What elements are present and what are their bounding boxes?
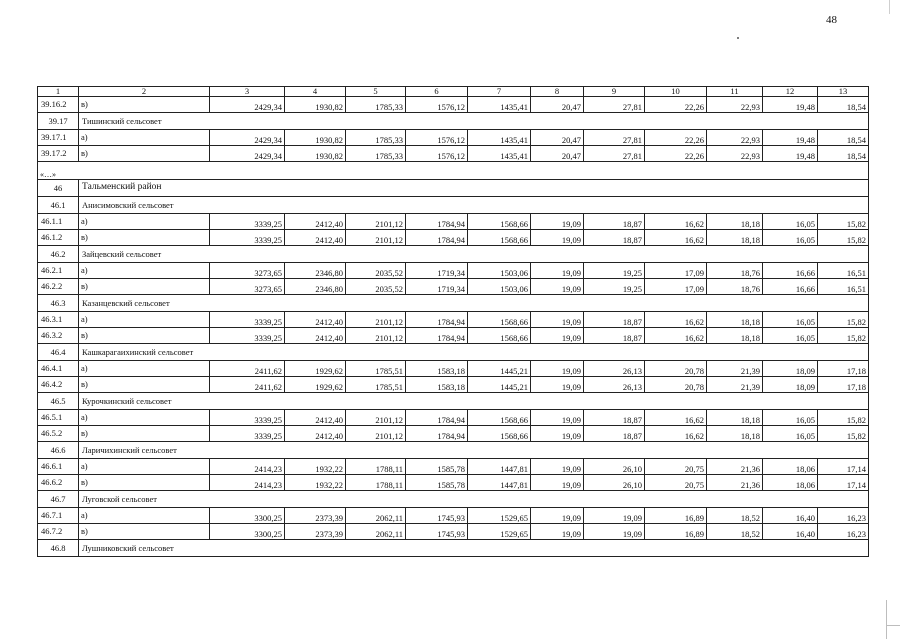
column-header-5: 5 <box>346 87 406 97</box>
value-cell: 27,81 <box>584 130 645 146</box>
column-header-1: 1 <box>38 87 79 97</box>
value-cell: 16,62 <box>645 410 707 426</box>
value-cell: 19,48 <box>763 130 818 146</box>
row-label: а) <box>79 410 210 426</box>
section-code: 46.4 <box>38 344 79 361</box>
row-code: 46.6.2 <box>38 475 79 491</box>
value-cell: 1785,33 <box>346 97 406 113</box>
section-row <box>38 113 869 130</box>
row-label: в) <box>79 475 210 491</box>
value-cell: 2062,11 <box>346 524 406 540</box>
value-cell: 1529,65 <box>468 508 531 524</box>
section-row <box>38 393 869 410</box>
value-cell: 2101,12 <box>346 328 406 344</box>
value-cell: 17,09 <box>645 279 707 295</box>
row-label: в) <box>79 146 210 162</box>
row-label: в) <box>79 377 210 393</box>
value-cell: 1576,12 <box>406 130 468 146</box>
value-cell: 19,09 <box>531 361 584 377</box>
data-row <box>38 377 869 393</box>
row-code: 39.16.2 <box>38 97 79 113</box>
data-row <box>38 312 869 328</box>
value-cell: 16,62 <box>645 426 707 442</box>
value-cell: 3300,25 <box>210 524 285 540</box>
row-label: а) <box>79 459 210 475</box>
value-cell: 2101,12 <box>346 230 406 246</box>
value-cell: 19,09 <box>531 475 584 491</box>
value-cell: 26,10 <box>584 475 645 491</box>
value-cell: 3339,25 <box>210 328 285 344</box>
row-label: в) <box>79 328 210 344</box>
value-cell: 1930,82 <box>285 97 346 113</box>
value-cell: 2101,12 <box>346 214 406 230</box>
column-header-9: 9 <box>584 87 645 97</box>
data-row <box>38 328 869 344</box>
value-cell: 1788,11 <box>346 475 406 491</box>
value-cell: 3339,25 <box>210 426 285 442</box>
tariff-table <box>37 86 869 557</box>
data-row <box>38 508 869 524</box>
value-cell: 15,82 <box>818 410 869 426</box>
value-cell: 19,09 <box>531 377 584 393</box>
column-header-6: 6 <box>406 87 468 97</box>
value-cell: 1447,81 <box>468 459 531 475</box>
column-header-2: 2 <box>79 87 210 97</box>
data-row <box>38 524 869 540</box>
omission-row <box>38 162 869 180</box>
value-cell: 20,47 <box>531 146 584 162</box>
value-cell: 16,05 <box>763 230 818 246</box>
value-cell: 18,54 <box>818 146 869 162</box>
value-cell: 18,18 <box>707 426 763 442</box>
value-cell: 1568,66 <box>468 328 531 344</box>
value-cell: 2412,40 <box>285 426 346 442</box>
value-cell: 1503,06 <box>468 263 531 279</box>
value-cell: 15,82 <box>818 328 869 344</box>
section-name: Зайцевский сельсовет <box>79 246 869 263</box>
value-cell: 2429,34 <box>210 130 285 146</box>
value-cell: 18,87 <box>584 214 645 230</box>
value-cell: 1929,62 <box>285 377 346 393</box>
data-row <box>38 459 869 475</box>
value-cell: 15,82 <box>818 426 869 442</box>
section-row <box>38 197 869 214</box>
value-cell: 1785,51 <box>346 377 406 393</box>
value-cell: 22,93 <box>707 146 763 162</box>
value-cell: 2346,80 <box>285 279 346 295</box>
value-cell: 2411,62 <box>210 361 285 377</box>
row-code: 39.17.2 <box>38 146 79 162</box>
value-cell: 16,62 <box>645 214 707 230</box>
value-cell: 1785,33 <box>346 146 406 162</box>
value-cell: 1576,12 <box>406 146 468 162</box>
value-cell: 20,75 <box>645 459 707 475</box>
page-number: 48 <box>826 14 837 26</box>
column-header-7: 7 <box>468 87 531 97</box>
value-cell: 16,05 <box>763 214 818 230</box>
value-cell: 16,89 <box>645 508 707 524</box>
row-code: 46.1.2 <box>38 230 79 246</box>
value-cell: 17,14 <box>818 475 869 491</box>
row-code: 46.3.1 <box>38 312 79 328</box>
value-cell: 1930,82 <box>285 146 346 162</box>
column-header-12: 12 <box>763 87 818 97</box>
value-cell: 19,09 <box>584 508 645 524</box>
section-code: 46.1 <box>38 197 79 214</box>
section-row <box>38 295 869 312</box>
row-label: в) <box>79 97 210 113</box>
row-label: в) <box>79 279 210 295</box>
value-cell: 18,54 <box>818 130 869 146</box>
value-cell: 19,48 <box>763 97 818 113</box>
value-cell: 19,48 <box>763 146 818 162</box>
value-cell: 1719,34 <box>406 279 468 295</box>
column-header-row <box>38 87 869 97</box>
value-cell: 1932,22 <box>285 459 346 475</box>
data-row <box>38 279 869 295</box>
value-cell: 2101,12 <box>346 426 406 442</box>
region-code: 46 <box>38 180 79 197</box>
value-cell: 18,54 <box>818 97 869 113</box>
value-cell: 16,05 <box>763 410 818 426</box>
value-cell: 1784,94 <box>406 312 468 328</box>
section-code: 46.2 <box>38 246 79 263</box>
value-cell: 2412,40 <box>285 312 346 328</box>
value-cell: 2035,52 <box>346 279 406 295</box>
row-code: 46.4.2 <box>38 377 79 393</box>
data-row <box>38 230 869 246</box>
value-cell: 19,09 <box>531 263 584 279</box>
value-cell: 18,18 <box>707 410 763 426</box>
column-header-11: 11 <box>707 87 763 97</box>
value-cell: 20,78 <box>645 377 707 393</box>
value-cell: 17,09 <box>645 263 707 279</box>
value-cell: 2414,23 <box>210 475 285 491</box>
section-name: Кашкарагаихинский сельсовет <box>79 344 869 361</box>
data-row <box>38 130 869 146</box>
data-row <box>38 214 869 230</box>
section-row <box>38 344 869 361</box>
row-label: в) <box>79 524 210 540</box>
value-cell: 1788,11 <box>346 459 406 475</box>
value-cell: 16,05 <box>763 312 818 328</box>
section-name: Казанцевский сельсовет <box>79 295 869 312</box>
column-header-13: 13 <box>818 87 869 97</box>
value-cell: 22,93 <box>707 130 763 146</box>
value-cell: 1585,78 <box>406 475 468 491</box>
value-cell: 18,09 <box>763 361 818 377</box>
value-cell: 17,18 <box>818 361 869 377</box>
data-row <box>38 410 869 426</box>
value-cell: 16,05 <box>763 328 818 344</box>
value-cell: 17,18 <box>818 377 869 393</box>
value-cell: 3339,25 <box>210 230 285 246</box>
value-cell: 1568,66 <box>468 312 531 328</box>
value-cell: 18,87 <box>584 410 645 426</box>
value-cell: 1784,94 <box>406 426 468 442</box>
value-cell: 1445,21 <box>468 361 531 377</box>
value-cell: 18,18 <box>707 214 763 230</box>
value-cell: 26,13 <box>584 361 645 377</box>
value-cell: 19,09 <box>531 426 584 442</box>
column-header-4: 4 <box>285 87 346 97</box>
region-name: Тальменский район <box>79 180 869 197</box>
column-header-3: 3 <box>210 87 285 97</box>
section-name: Лушниковский сельсовет <box>79 540 869 557</box>
row-code: 46.2.1 <box>38 263 79 279</box>
value-cell: 27,81 <box>584 97 645 113</box>
row-label: в) <box>79 230 210 246</box>
section-code: 39.17 <box>38 113 79 130</box>
value-cell: 20,75 <box>645 475 707 491</box>
value-cell: 20,47 <box>531 97 584 113</box>
row-code: 46.7.2 <box>38 524 79 540</box>
section-name: Луговской сельсовет <box>79 491 869 508</box>
value-cell: 2373,39 <box>285 524 346 540</box>
value-cell: 1435,41 <box>468 130 531 146</box>
data-row <box>38 475 869 491</box>
value-cell: 1784,94 <box>406 410 468 426</box>
value-cell: 1583,18 <box>406 361 468 377</box>
value-cell: 16,05 <box>763 426 818 442</box>
section-name: Ларичихинский сельсовет <box>79 442 869 459</box>
value-cell: 18,06 <box>763 475 818 491</box>
value-cell: 21,36 <box>707 459 763 475</box>
value-cell: 16,51 <box>818 279 869 295</box>
value-cell: 1785,51 <box>346 361 406 377</box>
value-cell: 16,40 <box>763 508 818 524</box>
value-cell: 1447,81 <box>468 475 531 491</box>
value-cell: 16,23 <box>818 524 869 540</box>
value-cell: 1435,41 <box>468 146 531 162</box>
value-cell: 22,26 <box>645 97 707 113</box>
value-cell: 17,14 <box>818 459 869 475</box>
value-cell: 3339,25 <box>210 214 285 230</box>
value-cell: 1435,41 <box>468 97 531 113</box>
value-cell: 1583,18 <box>406 377 468 393</box>
row-label: в) <box>79 426 210 442</box>
value-cell: 2412,40 <box>285 230 346 246</box>
section-name: Тишинский сельсовет <box>79 113 869 130</box>
value-cell: 19,09 <box>584 524 645 540</box>
value-cell: 18,87 <box>584 328 645 344</box>
section-row <box>38 442 869 459</box>
value-cell: 18,18 <box>707 312 763 328</box>
value-cell: 26,10 <box>584 459 645 475</box>
value-cell: 15,82 <box>818 214 869 230</box>
value-cell: 21,39 <box>707 377 763 393</box>
value-cell: 18,18 <box>707 230 763 246</box>
value-cell: 19,09 <box>531 230 584 246</box>
row-code: 46.1.1 <box>38 214 79 230</box>
value-cell: 1784,94 <box>406 328 468 344</box>
value-cell: 16,62 <box>645 312 707 328</box>
row-label: а) <box>79 130 210 146</box>
value-cell: 18,87 <box>584 426 645 442</box>
value-cell: 22,26 <box>645 130 707 146</box>
value-cell: 2035,52 <box>346 263 406 279</box>
value-cell: 1585,78 <box>406 459 468 475</box>
value-cell: 21,36 <box>707 475 763 491</box>
value-cell: 18,52 <box>707 508 763 524</box>
value-cell: 2429,34 <box>210 97 285 113</box>
section-code: 46.6 <box>38 442 79 459</box>
value-cell: 18,52 <box>707 524 763 540</box>
data-row <box>38 426 869 442</box>
row-code: 39.17.1 <box>38 130 79 146</box>
value-cell: 16,66 <box>763 263 818 279</box>
value-cell: 18,76 <box>707 279 763 295</box>
value-cell: 15,82 <box>818 312 869 328</box>
value-cell: 22,26 <box>645 146 707 162</box>
section-code: 46.8 <box>38 540 79 557</box>
row-code: 46.6.1 <box>38 459 79 475</box>
value-cell: 16,40 <box>763 524 818 540</box>
value-cell: 3300,25 <box>210 508 285 524</box>
value-cell: 2429,34 <box>210 146 285 162</box>
section-row <box>38 491 869 508</box>
section-row <box>38 246 869 263</box>
row-code: 46.2.2 <box>38 279 79 295</box>
value-cell: 16,62 <box>645 230 707 246</box>
value-cell: 2373,39 <box>285 508 346 524</box>
column-header-10: 10 <box>645 87 707 97</box>
value-cell: 16,89 <box>645 524 707 540</box>
value-cell: 2414,23 <box>210 459 285 475</box>
value-cell: 2062,11 <box>346 508 406 524</box>
value-cell: 1568,66 <box>468 426 531 442</box>
region-row <box>38 180 869 197</box>
value-cell: 18,87 <box>584 312 645 328</box>
value-cell: 2411,62 <box>210 377 285 393</box>
value-cell: 18,06 <box>763 459 818 475</box>
section-name: Анисимовский сельсовет <box>79 197 869 214</box>
value-cell: 19,09 <box>531 524 584 540</box>
row-label: а) <box>79 312 210 328</box>
row-code: 46.5.2 <box>38 426 79 442</box>
value-cell: 20,47 <box>531 130 584 146</box>
value-cell: 22,93 <box>707 97 763 113</box>
value-cell: 19,09 <box>531 214 584 230</box>
value-cell: 2412,40 <box>285 214 346 230</box>
row-code: 46.7.1 <box>38 508 79 524</box>
row-label: а) <box>79 214 210 230</box>
value-cell: 19,09 <box>531 279 584 295</box>
value-cell: 3273,65 <box>210 263 285 279</box>
table-body <box>38 87 869 557</box>
value-cell: 2101,12 <box>346 312 406 328</box>
value-cell: 1930,82 <box>285 130 346 146</box>
data-row <box>38 263 869 279</box>
value-cell: 15,82 <box>818 230 869 246</box>
value-cell: 27,81 <box>584 146 645 162</box>
section-code: 46.3 <box>38 295 79 312</box>
value-cell: 1568,66 <box>468 410 531 426</box>
column-header-8: 8 <box>531 87 584 97</box>
value-cell: 20,78 <box>645 361 707 377</box>
value-cell: 1785,33 <box>346 130 406 146</box>
scan-edge-line <box>889 0 890 14</box>
value-cell: 16,66 <box>763 279 818 295</box>
value-cell: 3273,65 <box>210 279 285 295</box>
value-cell: 2412,40 <box>285 328 346 344</box>
value-cell: 1745,93 <box>406 524 468 540</box>
row-code: 46.5.1 <box>38 410 79 426</box>
value-cell: 19,09 <box>531 312 584 328</box>
value-cell: 18,09 <box>763 377 818 393</box>
value-cell: 16,23 <box>818 508 869 524</box>
value-cell: 3339,25 <box>210 410 285 426</box>
value-cell: 1568,66 <box>468 214 531 230</box>
row-code: 46.3.2 <box>38 328 79 344</box>
row-label: а) <box>79 263 210 279</box>
row-code: 46.4.1 <box>38 361 79 377</box>
value-cell: 19,09 <box>531 459 584 475</box>
value-cell: 1929,62 <box>285 361 346 377</box>
value-cell: 18,87 <box>584 230 645 246</box>
value-cell: 1529,65 <box>468 524 531 540</box>
value-cell: 16,51 <box>818 263 869 279</box>
value-cell: 1719,34 <box>406 263 468 279</box>
value-cell: 26,13 <box>584 377 645 393</box>
section-code: 46.7 <box>38 491 79 508</box>
value-cell: 1568,66 <box>468 230 531 246</box>
value-cell: 19,09 <box>531 508 584 524</box>
value-cell: 1784,94 <box>406 214 468 230</box>
value-cell: 2412,40 <box>285 410 346 426</box>
value-cell: 1932,22 <box>285 475 346 491</box>
value-cell: 21,39 <box>707 361 763 377</box>
section-row <box>38 540 869 557</box>
value-cell: 2346,80 <box>285 263 346 279</box>
data-row <box>38 146 869 162</box>
value-cell: 1745,93 <box>406 508 468 524</box>
value-cell: 1445,21 <box>468 377 531 393</box>
scan-artifact-dot <box>737 37 739 39</box>
row-label: а) <box>79 361 210 377</box>
scan-edge-corner <box>886 600 887 639</box>
value-cell: 18,18 <box>707 328 763 344</box>
value-cell: 1576,12 <box>406 97 468 113</box>
value-cell: 1503,06 <box>468 279 531 295</box>
row-label: а) <box>79 508 210 524</box>
section-name: Курочкинский сельсовет <box>79 393 869 410</box>
value-cell: 18,76 <box>707 263 763 279</box>
value-cell: 2101,12 <box>346 410 406 426</box>
value-cell: 19,09 <box>531 328 584 344</box>
data-row <box>38 97 869 113</box>
section-code: 46.5 <box>38 393 79 410</box>
value-cell: 16,62 <box>645 328 707 344</box>
data-row <box>38 361 869 377</box>
value-cell: 3339,25 <box>210 312 285 328</box>
omission-mark: «…» <box>38 162 869 180</box>
value-cell: 19,25 <box>584 263 645 279</box>
value-cell: 19,09 <box>531 410 584 426</box>
value-cell: 1784,94 <box>406 230 468 246</box>
value-cell: 19,25 <box>584 279 645 295</box>
